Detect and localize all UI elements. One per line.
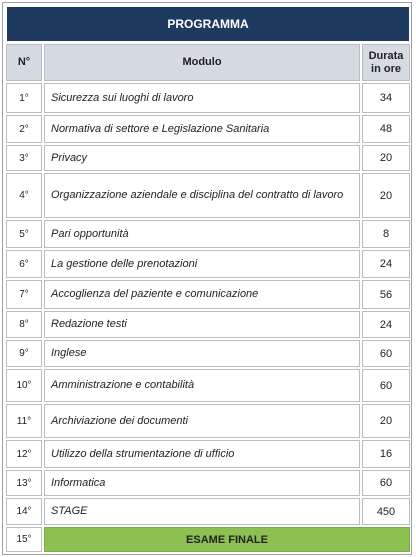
row-module: Sicurezza sui luoghi di lavoro (44, 83, 360, 113)
row-hours: 8 (362, 220, 410, 248)
row-module: Accoglienza del paziente e comunicazione (44, 280, 360, 309)
row-hours: 34 (362, 83, 410, 113)
row-module: Utilizzo della strumentazione di ufficio (44, 440, 360, 468)
row-number: 7° (6, 280, 42, 309)
row-hours: 20 (362, 145, 410, 171)
row-module: Organizzazione aziendale e disciplina del contratto di lavoro (44, 173, 360, 218)
row-module: Privacy (44, 145, 360, 171)
row-hours: 24 (362, 311, 410, 338)
row-hours: 20 (362, 404, 410, 438)
row-number: 14° (6, 498, 42, 525)
row-module: La gestione delle prenotazioni (44, 250, 360, 278)
row-module: STAGE (44, 498, 360, 525)
row-number: 11° (6, 404, 42, 438)
row-number: 6° (6, 250, 42, 278)
row-module: Informatica (44, 470, 360, 496)
row-module: Inglese (44, 340, 360, 367)
row-number: 2° (6, 115, 42, 143)
row-number: 9° (6, 340, 42, 367)
row-module: Amministrazione e contabilità (44, 369, 360, 402)
row-number: 8° (6, 311, 42, 338)
row-hours: 16 (362, 440, 410, 468)
header-number: N° (6, 44, 42, 81)
row-number: 12° (6, 440, 42, 468)
row-module: Pari opportunità (44, 220, 360, 248)
row-module: Archiviazione dei documenti (44, 404, 360, 438)
programme-table (2, 2, 412, 555)
row-hours: 56 (362, 280, 410, 309)
row-module: Redazione testi (44, 311, 360, 338)
row-hours: 60 (362, 340, 410, 367)
table-title: PROGRAMMA (6, 6, 410, 42)
row-number: 10° (6, 369, 42, 402)
row-number: 4° (6, 173, 42, 218)
row-module: Normativa di settore e Legislazione Sanitaria (44, 115, 360, 143)
header-module: Modulo (44, 44, 360, 81)
row-hours: 60 (362, 470, 410, 496)
row-number: 3° (6, 145, 42, 171)
row-number: 13° (6, 470, 42, 496)
final-row-number: 15° (6, 527, 42, 552)
row-hours: 48 (362, 115, 410, 143)
row-number: 5° (6, 220, 42, 248)
row-hours: 60 (362, 369, 410, 402)
final-exam-row: ESAME FINALE (44, 527, 410, 552)
row-hours: 450 (362, 498, 410, 525)
row-hours: 20 (362, 173, 410, 218)
row-hours: 24 (362, 250, 410, 278)
header-duration: Durata in ore (362, 44, 410, 81)
row-number: 1° (6, 83, 42, 113)
